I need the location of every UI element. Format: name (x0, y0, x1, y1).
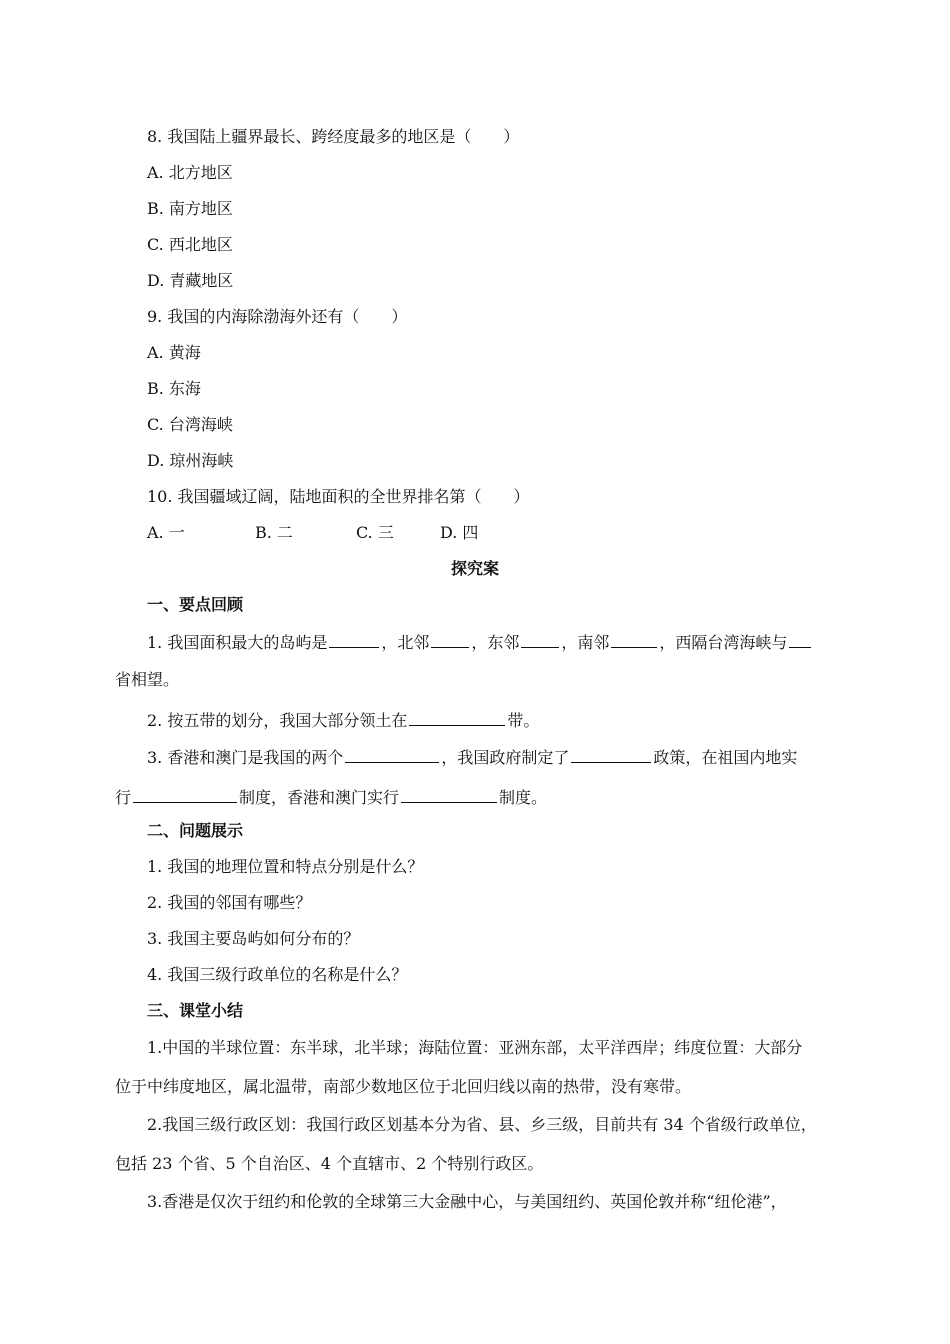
review-item-3-text: 政策，在祖国内地实 (653, 748, 798, 767)
review-item-3-text: 行 (115, 788, 132, 807)
fill-blank[interactable] (431, 631, 469, 648)
question-8-stem: 8. 我国陆上疆界最长、跨经度最多的地区是（ ） (147, 127, 520, 146)
problem-item: 4. 我国三级行政单位的名称是什么？ (147, 965, 408, 984)
fill-blank[interactable] (345, 746, 439, 763)
review-item-1-text: ，西隔台湾海峡与 (659, 633, 788, 652)
review-item-3-text: 制度。 (499, 788, 548, 807)
review-item-3-continued (115, 786, 547, 808)
review-item-1-text: ，东邻 (471, 633, 520, 652)
question-10-stem: 10. 我国疆域辽阔，陆地面积的全世界排名第（ ） (147, 487, 530, 506)
review-item-1 (147, 631, 813, 653)
summary-paragraph-2-continued: 包括 23 个省、5 个自治区、4 个直辖市、2 个特别行政区。 (115, 1154, 544, 1173)
question-9-option-c: C. 台湾海峡 (147, 415, 233, 434)
problem-item: 2. 我国的邻国有哪些？ (147, 893, 312, 912)
summary-paragraph-2: 2.我国三级行政区划：我国行政区划基本分为省、县、乡三级，目前共有 34 个省级行政单位， (147, 1115, 817, 1134)
fill-blank[interactable] (409, 709, 505, 726)
summary-heading: 三、课堂小结 (147, 1001, 244, 1020)
question-10-option-a: A. 一 (147, 523, 185, 542)
problems-heading: 二、问题展示 (147, 821, 244, 840)
review-item-1-continued: 省相望。 (115, 670, 180, 689)
question-9-stem: 9. 我国的内海除渤海外还有（ ） (147, 307, 408, 326)
fill-blank[interactable] (329, 631, 379, 648)
problem-item: 1. 我国的地理位置和特点分别是什么？ (147, 857, 424, 876)
summary-paragraph-1: 1.中国的半球位置：东半球，北半球；海陆位置：亚洲东部，太平洋西岸；纬度位置：大部分 (147, 1038, 803, 1057)
question-8-option-d: D. 青藏地区 (147, 271, 234, 290)
review-item-1-text: ，南邻 (561, 633, 610, 652)
fill-blank[interactable] (571, 746, 651, 763)
question-10-option-d: D. 四 (440, 523, 479, 542)
fill-blank[interactable] (401, 786, 497, 803)
question-8-option-a: A. 北方地区 (147, 163, 233, 182)
question-9-option-b: B. 东海 (147, 379, 201, 398)
review-heading: 一、要点回顾 (147, 595, 244, 614)
summary-paragraph-1-continued: 位于中纬度地区，属北温带，南部少数地区位于北回归线以南的热带，没有寒带。 (115, 1077, 692, 1096)
review-item-3-text: 3. 香港和澳门是我国的两个 (147, 748, 344, 767)
problem-item: 3. 我国主要岛屿如何分布的？ (147, 929, 360, 948)
question-8-option-b: B. 南方地区 (147, 199, 233, 218)
review-item-1-text: 1. 我国面积最大的岛屿是 (147, 633, 328, 652)
fill-blank[interactable] (611, 631, 657, 648)
fill-blank[interactable] (789, 631, 811, 648)
fill-blank[interactable] (133, 786, 237, 803)
summary-paragraph-3: 3.香港是仅次于纽约和伦敦的全球第三大金融中心，与美国纽约、英国伦敦并称“纽伦港”， (147, 1192, 787, 1211)
review-item-2-text: 带。 (507, 711, 540, 730)
question-10-option-c: C. 三 (356, 523, 394, 542)
review-item-3 (147, 746, 797, 768)
question-8-option-c: C. 西北地区 (147, 235, 233, 254)
question-9-option-d: D. 琼州海峡 (147, 451, 234, 470)
question-9-option-a: A. 黄海 (147, 343, 201, 362)
review-item-2 (147, 709, 539, 731)
fill-blank[interactable] (521, 631, 559, 648)
review-item-2-text: 2. 按五带的划分，我国大部分领土在 (147, 711, 408, 730)
question-10-option-b: B. 二 (255, 523, 293, 542)
explore-section-title: 探究案 (450, 559, 499, 578)
review-item-1-text: ，北邻 (381, 633, 430, 652)
review-item-3-text: 制度，香港和澳门实行 (239, 788, 400, 807)
review-item-3-text: ，我国政府制定了 (441, 748, 570, 767)
